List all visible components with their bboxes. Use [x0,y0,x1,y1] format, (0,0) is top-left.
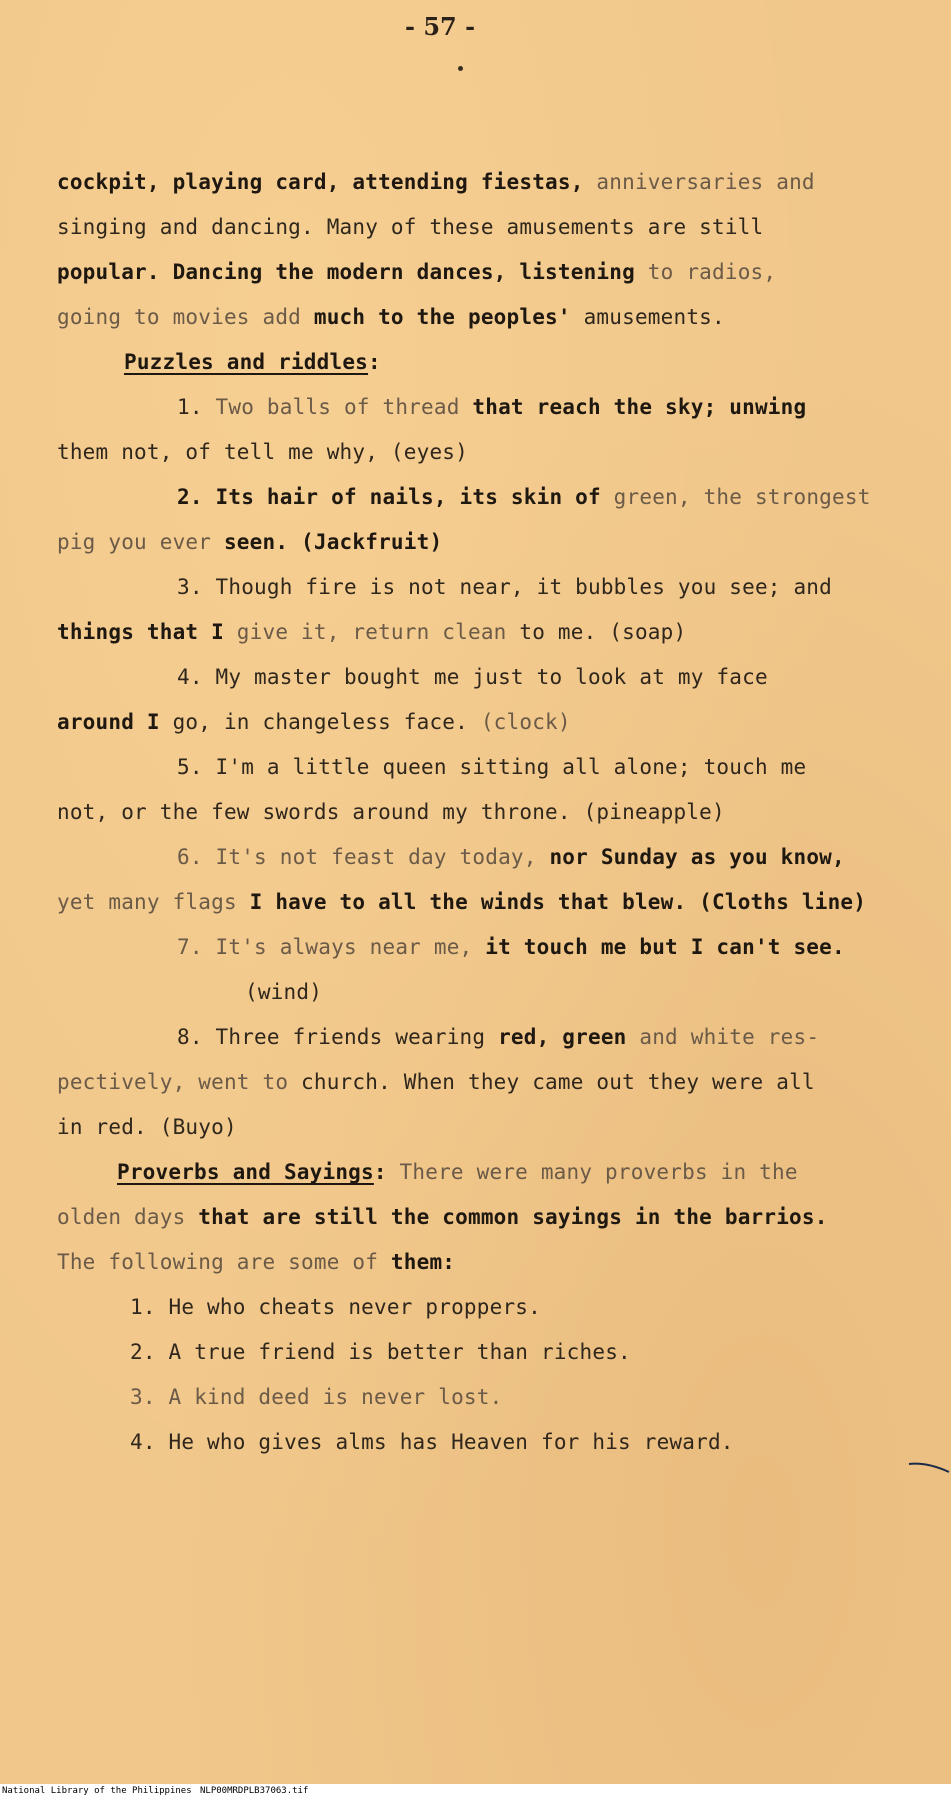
proverb-item-1: 1. He who cheats never proppers. [130,1295,541,1319]
proverb-item-4: 4. He who gives alms has Heaven for his reward. [130,1430,734,1454]
ink-dot [458,66,463,71]
intro-line-3-bold: popular. Dancing the modern dances, listening [57,260,635,284]
riddle-3-line-2-bold: things that I [57,620,224,644]
page-number: - 57 - [405,12,476,41]
riddle-8-line-1-a: 8. Three friends wearing [177,1025,499,1049]
proverbs-intro-line-3-faint: The following are some of [57,1250,391,1274]
riddle-4-line-1: 4. My master bought me just to look at my face [177,665,768,689]
riddle-7-line-2: (wind) [245,980,323,1004]
riddle-8-line-1-c: and white res- [626,1025,820,1049]
riddles-heading-text: Puzzles and riddles [124,350,369,374]
riddle-1-line-1 [177,395,806,419]
riddle-7-line-1-faint: 7. It's always near me, [177,935,473,959]
proverbs-heading-line [117,1160,798,1184]
riddle-3-line-2-faint: give it, return clean [223,620,507,644]
riddles-heading [124,350,381,374]
proverb-item-2: 2. A true friend is better than riches. [130,1340,631,1364]
proverbs-intro-line-2-faint: olden days [57,1205,186,1229]
proverbs-intro-line-1: There were many proverbs in the [386,1160,798,1184]
riddle-6-line-2-faint: yet many flags [57,890,237,914]
riddle-1-number: 1. [177,395,203,419]
riddle-1-rest: that reach the sky; unwing [459,395,807,419]
intro-line-4 [57,305,725,329]
riddle-8-line-2 [57,1070,815,1094]
footer-file-label: NLP00MRDPLB37063.tif [200,1786,309,1796]
footer-library-label: National Library of the Philippines [2,1786,192,1796]
intro-line-4-c: amusements. [570,305,725,329]
riddle-3-line-1: 3. Though fire is not near, it bubbles you see; and [177,575,832,599]
intro-line-1-rest: anniversaries and [583,170,815,194]
proverbs-intro-line-3 [57,1250,455,1274]
riddle-4-line-2-bold: around I [57,710,160,734]
riddle-6-line-1-rest: nor Sunday as you know, [536,845,845,869]
riddle-1-line-2: them not, of tell me why, (eyes) [57,440,468,464]
intro-line-4-a: going to movies add [57,305,314,329]
riddle-8-line-3: in red. (Buyo) [57,1115,237,1139]
riddle-8-line-2-faint: pectively, went to [57,1070,302,1094]
riddle-6-line-2-rest: I have to all the winds that blew. (Cloths line) [236,890,867,914]
intro-line-3 [57,260,776,284]
riddle-2-line-2-faint: pig you ever [57,530,224,554]
intro-line-3-rest: to radios, [634,260,777,284]
riddles-heading-colon: : [368,350,381,374]
riddle-4-line-2-rest: go, in changeless face. [159,710,468,734]
proverbs-intro-line-2 [57,1205,828,1229]
riddle-6-line-2 [57,890,866,914]
intro-line-1-bold: cockpit, playing card, attending fiestas, [57,170,584,194]
intro-line-4-b: much to the peoples' [313,305,571,329]
proverbs-intro-line-3-bold: them: [390,1250,456,1274]
riddle-2-line-2 [57,530,442,554]
riddle-1-faint: Two balls of thread [202,395,460,419]
riddle-2-number: 2. [177,485,203,509]
proverbs-intro-line-2-rest: that are still the common sayings in the barrios. [185,1205,828,1229]
riddle-4-line-2-faint: (clock) [467,710,571,734]
proverb-item-3: 3. A kind deed is never lost. [130,1385,503,1409]
riddle-6-line-1 [177,845,845,869]
riddle-3-line-2 [57,620,686,644]
riddle-5-line-1: 5. I'm a little queen sitting all alone; touch me [177,755,807,779]
riddle-7-line-1-rest: it touch me but I can't see. [472,935,845,959]
riddle-2-line-1 [177,485,871,509]
riddle-2-line-2-bold: seen. (Jackfruit) [223,530,443,554]
riddle-5-line-2: not, or the few swords around my throne. (pineapple) [57,800,725,824]
proverbs-heading-colon: : [373,1160,387,1184]
riddle-8-line-1-b: red, green [498,1025,627,1049]
pen-stroke-mark [907,1460,951,1474]
riddle-4-line-2 [57,710,571,734]
intro-line-2: singing and dancing. Many of these amusements are still [57,215,764,239]
riddle-6-line-1-faint: 6. It's not feast day today, [177,845,537,869]
riddle-2-rest: green, the strongest [600,485,871,509]
riddle-3-line-2-rest: to me. (soap) [506,620,687,644]
proverbs-heading: Proverbs and Sayings [117,1160,374,1184]
riddle-7-line-1 [177,935,845,959]
riddle-8-line-2-rest: church. When they came out they were all [301,1070,815,1094]
riddle-8-line-1 [177,1025,819,1049]
intro-line-1 [57,170,815,194]
riddle-2-bold: Its hair of nails, its skin of [202,485,601,509]
